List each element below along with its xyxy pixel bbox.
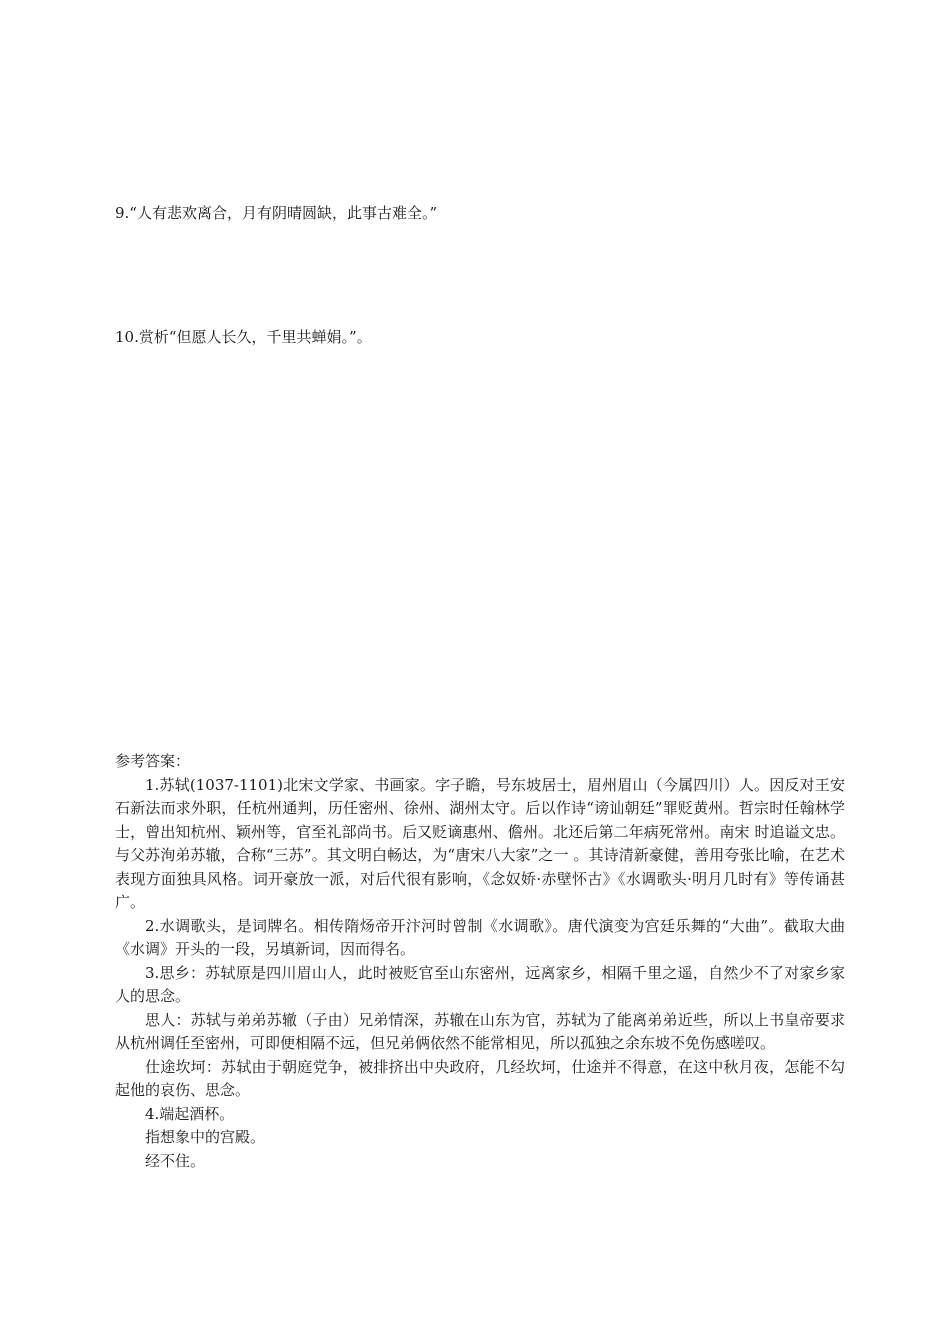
answer-2-paragraph: 2.水调歌头，是词牌名。相传隋炀帝开汴河时曾制《水调歌》。唐代演变为宫廷乐舞的“大曲”。截取大曲《水调》开头的一段，另填新词，因而得名。 <box>115 916 845 958</box>
answer-4-line-2: 指想象中的宫殿。 <box>145 1128 266 1146</box>
answer-4-line-1: 4.端起酒杯。 <box>145 1104 235 1123</box>
answer-title: 参考答案： <box>115 752 191 770</box>
answer-3-missing-people-paragraph: 思人：苏轼与弟弟苏辙（子由）兄弟情深，苏辙在山东为官，苏轼为了能离弟弟近些，所以上书皇帝要求从杭州调任至密州，可即便相隔不远，但兄弟俩依然不能常相见，所以孤独之余东坡不免伤感嗟叹。 <box>115 1010 845 1052</box>
question-10: 10.赏析“但愿人长久，千里共蝉娟。”。 <box>115 328 372 346</box>
answer-3-career-paragraph: 仕途坎坷：苏轼由于朝庭党争，被排挤出中央政府，几经坎坷，仕途并不得意，在这中秋月夜，怎能不勾起他的哀伤、思念。 <box>115 1057 845 1099</box>
answer-1-paragraph: 1.苏轼(1037-1101)北宋文学家、书画家。字子瞻，号东坡居士，眉州眉山（今属四川）人。因反对王安石新法而求外职，任杭州通判，历任密州、徐州、湖州太守。后以作诗“谤讪朝廷”罪贬黄州。哲宗时任翰林学士，曾出知杭州、颖州等，官至礼部尚书。后又贬谪惠州、儋州。北还后第二年病死常州。南宋 时追谥文忠。与父苏洵弟苏辙，合称“三苏”。其文明白畅达，为“唐宋八大家”之一 。其诗清新豪健，善用夸张比喻，在艺术表现方面独具风格。词开豪放一派，对后代很有影响，《念奴娇·赤壁怀古》《水调歌头·明月几时有》等传诵甚广。 <box>115 775 845 911</box>
answer-section <box>115 750 845 1173</box>
answer-4-line-3: 经不住。 <box>145 1151 206 1170</box>
answer-3-homesick-paragraph: 3.思乡：苏轼原是四川眉山人，此时被贬官至山东密州，远离家乡，相隔千里之遥，自然少不了对家乡家人的思念。 <box>115 963 845 1005</box>
question-9: 9.“人有悲欢离合，月有阴晴圆缺，此事古难全。” <box>115 204 438 222</box>
